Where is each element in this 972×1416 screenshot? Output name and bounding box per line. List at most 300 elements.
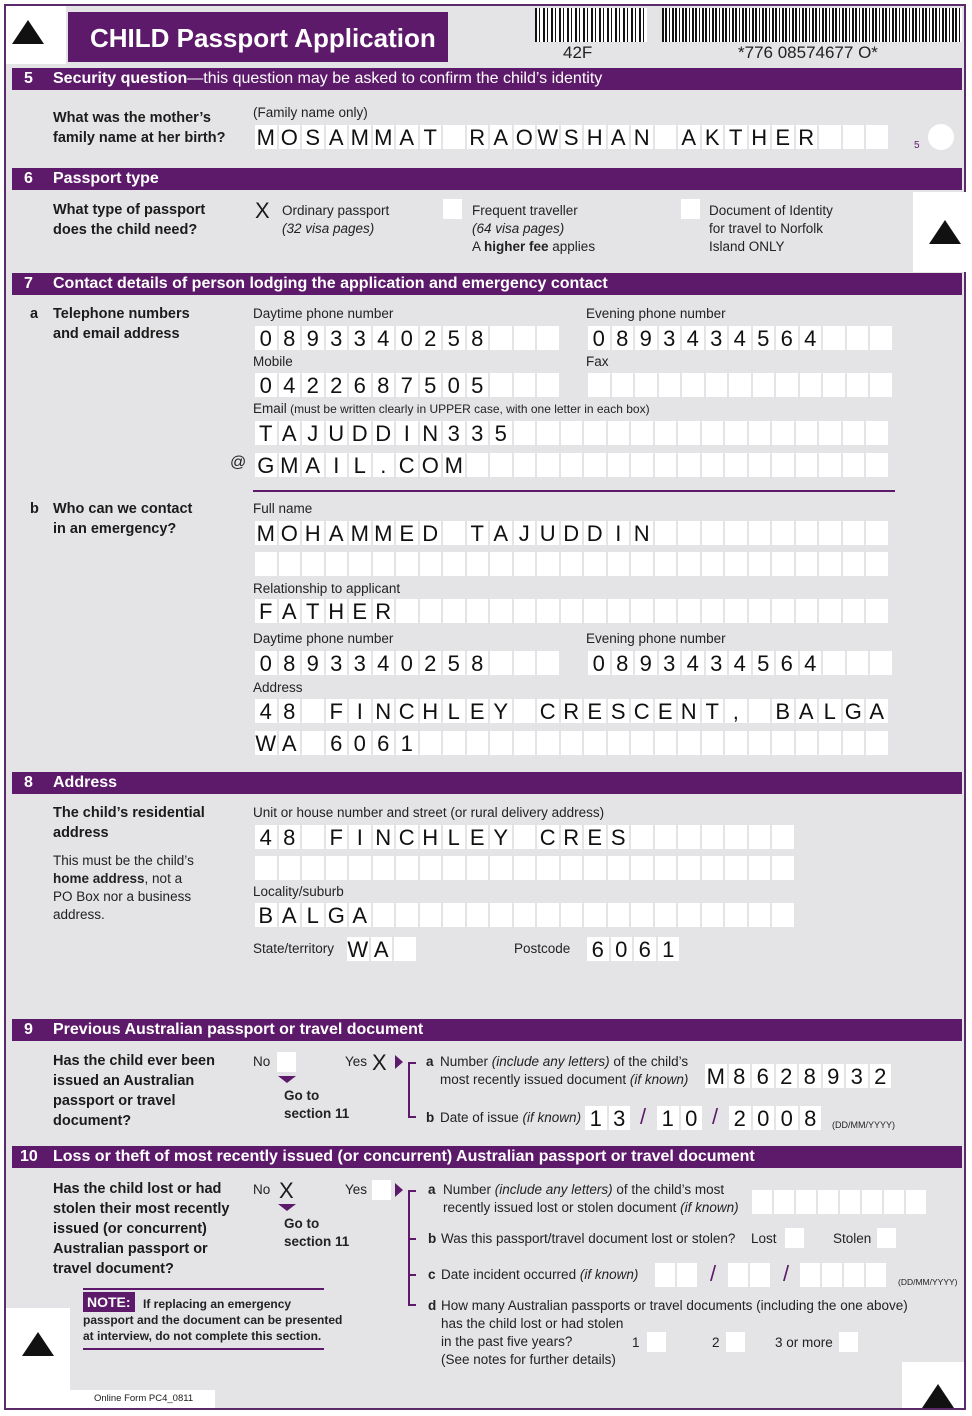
char-box[interactable] — [796, 731, 818, 755]
char-box[interactable]: D — [561, 521, 583, 545]
char-box[interactable] — [514, 421, 536, 445]
char-box[interactable] — [678, 731, 700, 755]
char-box[interactable]: 5 — [753, 326, 775, 350]
char-box[interactable]: 3 — [326, 651, 348, 675]
char-box[interactable] — [706, 373, 728, 397]
char-box[interactable]: A — [608, 125, 630, 149]
char-box[interactable]: U — [326, 421, 348, 445]
char-box[interactable] — [843, 521, 865, 545]
char-box[interactable] — [702, 552, 724, 576]
char-box[interactable]: N — [678, 699, 700, 723]
char-box[interactable] — [843, 453, 865, 477]
char-box[interactable]: 3 — [706, 326, 728, 350]
char-box[interactable] — [655, 599, 677, 623]
char-box[interactable] — [255, 552, 277, 576]
char-box[interactable]: I — [349, 699, 371, 723]
char-box[interactable]: S — [608, 699, 630, 723]
s9-issue-month-field[interactable] — [657, 1106, 702, 1130]
char-box[interactable]: L — [443, 699, 465, 723]
s8-street-field[interactable] — [255, 825, 794, 849]
char-box[interactable] — [772, 599, 794, 623]
char-box[interactable] — [725, 421, 747, 445]
s9-no-checkbox[interactable] — [277, 1052, 296, 1072]
char-box[interactable] — [819, 731, 841, 755]
s10-incident-day-field[interactable] — [655, 1263, 697, 1287]
char-box[interactable]: M — [256, 521, 275, 546]
char-box[interactable] — [818, 1190, 838, 1214]
char-box[interactable] — [443, 856, 465, 880]
char-box[interactable] — [678, 552, 700, 576]
char-box[interactable]: E — [467, 825, 489, 849]
char-box[interactable]: 3 — [659, 651, 681, 675]
char-box[interactable] — [420, 903, 442, 927]
char-box[interactable] — [467, 903, 489, 927]
char-box[interactable] — [822, 1263, 842, 1287]
char-box[interactable] — [514, 731, 536, 755]
char-box[interactable]: H — [420, 699, 442, 723]
char-box[interactable]: 6 — [776, 326, 798, 350]
char-box[interactable] — [490, 599, 512, 623]
char-box[interactable]: 8 — [279, 326, 301, 350]
s8-street-field-line2[interactable] — [255, 856, 794, 880]
char-box[interactable] — [772, 453, 794, 477]
char-box[interactable] — [631, 856, 653, 880]
char-box[interactable]: 6 — [349, 373, 371, 397]
char-box[interactable] — [443, 521, 465, 545]
char-box[interactable]: 7 — [396, 373, 418, 397]
char-box[interactable]: N — [420, 421, 442, 445]
char-box[interactable] — [537, 599, 559, 623]
char-box[interactable] — [490, 326, 512, 350]
char-box[interactable]: 4 — [800, 326, 822, 350]
char-box[interactable] — [326, 552, 348, 576]
char-box[interactable]: A — [490, 125, 512, 149]
char-box[interactable]: 0 — [611, 937, 633, 961]
char-box[interactable] — [655, 421, 677, 445]
char-box[interactable]: O — [279, 125, 301, 149]
char-box[interactable] — [537, 373, 559, 397]
char-box[interactable]: 6 — [587, 937, 609, 961]
char-box[interactable] — [823, 326, 845, 350]
char-box[interactable] — [682, 373, 704, 397]
char-box[interactable] — [373, 552, 395, 576]
char-box[interactable] — [702, 903, 724, 927]
char-box[interactable]: C — [396, 453, 418, 477]
char-box[interactable]: R — [561, 699, 583, 723]
char-box[interactable]: 1 — [657, 1106, 679, 1130]
char-box[interactable]: H — [326, 599, 348, 623]
char-box[interactable] — [749, 903, 771, 927]
char-box[interactable]: A — [371, 937, 393, 961]
char-box[interactable]: M — [256, 125, 275, 150]
char-box[interactable]: 8 — [373, 373, 395, 397]
char-box[interactable] — [655, 731, 677, 755]
char-box[interactable] — [655, 552, 677, 576]
char-box[interactable] — [537, 326, 559, 350]
char-box[interactable]: A — [866, 699, 888, 723]
char-box[interactable] — [443, 731, 465, 755]
char-box[interactable] — [279, 552, 301, 576]
char-box[interactable]: 6 — [326, 731, 348, 755]
char-box[interactable]: 2 — [420, 651, 442, 675]
char-box[interactable] — [819, 552, 841, 576]
char-box[interactable] — [702, 731, 724, 755]
s9-issue-day-field[interactable] — [585, 1106, 630, 1130]
char-box[interactable] — [862, 1190, 882, 1214]
char-box[interactable] — [514, 453, 536, 477]
char-box[interactable] — [772, 856, 794, 880]
char-box[interactable] — [608, 903, 630, 927]
char-box[interactable]: C — [396, 825, 418, 849]
char-box[interactable]: C — [396, 699, 418, 723]
s7b-address-field-line2[interactable] — [255, 731, 888, 755]
char-box[interactable]: 2 — [870, 1064, 892, 1088]
char-box[interactable]: R — [561, 825, 583, 849]
char-box[interactable] — [326, 856, 348, 880]
char-box[interactable]: O — [514, 125, 536, 149]
char-box[interactable]: 1 — [585, 1106, 607, 1130]
char-box[interactable] — [819, 125, 841, 149]
char-box[interactable] — [819, 521, 841, 545]
char-box[interactable]: 8 — [799, 1064, 821, 1088]
s10-document-number-field[interactable] — [752, 1190, 926, 1214]
char-box[interactable] — [847, 326, 869, 350]
char-box[interactable]: M — [444, 453, 463, 478]
char-box[interactable] — [514, 552, 536, 576]
char-box[interactable] — [843, 731, 865, 755]
char-box[interactable] — [749, 856, 771, 880]
char-box[interactable]: G — [843, 699, 865, 723]
char-box[interactable] — [302, 731, 324, 755]
char-box[interactable]: J — [514, 521, 536, 545]
char-box[interactable]: S — [561, 125, 583, 149]
char-box[interactable]: C — [631, 699, 653, 723]
char-box[interactable]: 8 — [729, 1064, 751, 1088]
char-box[interactable]: S — [302, 125, 324, 149]
char-box[interactable]: N — [373, 825, 395, 849]
char-box[interactable]: 0 — [681, 1106, 703, 1130]
s7a-email-user-field[interactable] — [255, 421, 888, 445]
char-box[interactable] — [514, 651, 536, 675]
char-box[interactable] — [725, 599, 747, 623]
char-box[interactable] — [584, 599, 606, 623]
s7b-fullname-field[interactable] — [255, 521, 888, 545]
char-box[interactable] — [749, 521, 771, 545]
char-box[interactable] — [467, 599, 489, 623]
char-box[interactable]: 8 — [612, 326, 634, 350]
char-box[interactable] — [514, 903, 536, 927]
char-box[interactable] — [659, 373, 681, 397]
char-box[interactable]: I — [326, 453, 348, 477]
char-box[interactable]: A — [279, 731, 301, 755]
char-box[interactable] — [749, 421, 771, 445]
char-box[interactable]: F — [326, 699, 348, 723]
char-box[interactable]: M — [350, 125, 369, 150]
char-box[interactable]: I — [396, 421, 418, 445]
char-box[interactable] — [608, 731, 630, 755]
char-box[interactable] — [631, 599, 653, 623]
char-box[interactable]: 3 — [443, 421, 465, 445]
char-box[interactable] — [561, 903, 583, 927]
s7a-daytime-phone-field[interactable] — [255, 326, 559, 350]
char-box[interactable]: 3 — [467, 421, 489, 445]
char-box[interactable] — [561, 453, 583, 477]
char-box[interactable]: M — [350, 521, 369, 546]
document-of-identity-checkbox[interactable] — [681, 199, 700, 219]
char-box[interactable] — [796, 552, 818, 576]
char-box[interactable] — [443, 903, 465, 927]
char-box[interactable]: L — [302, 903, 324, 927]
char-box[interactable] — [467, 856, 489, 880]
char-box[interactable]: A — [326, 521, 348, 545]
s7a-mobile-field[interactable] — [255, 373, 559, 397]
char-box[interactable] — [678, 453, 700, 477]
char-box[interactable] — [678, 903, 700, 927]
s10-incident-year-field[interactable] — [800, 1263, 886, 1287]
char-box[interactable] — [866, 125, 888, 149]
char-box[interactable]: L — [443, 825, 465, 849]
char-box[interactable] — [561, 856, 583, 880]
char-box[interactable] — [608, 453, 630, 477]
char-box[interactable]: O — [279, 521, 301, 545]
char-box[interactable] — [373, 856, 395, 880]
char-box[interactable]: 3 — [349, 651, 371, 675]
char-box[interactable]: E — [655, 699, 677, 723]
char-box[interactable]: R — [796, 125, 818, 149]
char-box[interactable]: 4 — [729, 651, 751, 675]
char-box[interactable] — [796, 421, 818, 445]
char-box[interactable] — [772, 521, 794, 545]
char-box[interactable] — [749, 599, 771, 623]
char-box[interactable] — [279, 856, 301, 880]
char-box[interactable]: A — [796, 699, 818, 723]
char-box[interactable]: A — [678, 125, 700, 149]
char-box[interactable]: 2 — [302, 373, 324, 397]
char-box[interactable] — [702, 421, 724, 445]
char-box[interactable]: 5 — [490, 421, 512, 445]
char-box[interactable]: T — [420, 125, 442, 149]
ordinary-passport-checkbox[interactable]: X — [255, 198, 270, 223]
char-box[interactable] — [490, 651, 512, 675]
char-box[interactable] — [255, 856, 277, 880]
char-box[interactable]: 8 — [612, 651, 634, 675]
char-box[interactable] — [490, 903, 512, 927]
char-box[interactable]: 9 — [823, 1064, 845, 1088]
char-box[interactable]: 0 — [753, 1106, 775, 1130]
char-box[interactable] — [490, 453, 512, 477]
char-box[interactable] — [655, 1263, 675, 1287]
char-box[interactable] — [302, 856, 324, 880]
char-box[interactable] — [631, 552, 653, 576]
char-box[interactable] — [514, 856, 536, 880]
char-box[interactable] — [655, 903, 677, 927]
char-box[interactable] — [749, 699, 771, 723]
char-box[interactable] — [514, 825, 536, 849]
char-box[interactable] — [866, 731, 888, 755]
char-box[interactable]: 3 — [349, 326, 371, 350]
char-box[interactable] — [302, 552, 324, 576]
char-box[interactable] — [443, 552, 465, 576]
s10-yes-checkbox[interactable] — [372, 1180, 391, 1200]
char-box[interactable] — [635, 373, 657, 397]
char-box[interactable]: 5 — [420, 373, 442, 397]
char-box[interactable]: 8 — [279, 651, 301, 675]
char-box[interactable] — [537, 552, 559, 576]
char-box[interactable]: Y — [490, 825, 512, 849]
char-box[interactable] — [843, 552, 865, 576]
char-box[interactable] — [840, 1190, 860, 1214]
char-box[interactable]: 0 — [255, 326, 277, 350]
s7b-address-field-line1[interactable] — [255, 699, 888, 723]
s7b-evening-phone-field[interactable] — [588, 651, 892, 675]
char-box[interactable]: I — [349, 825, 371, 849]
char-box[interactable]: 6 — [776, 651, 798, 675]
s9-yes-checkbox[interactable]: X — [372, 1050, 387, 1075]
s10-count-1-checkbox[interactable] — [647, 1332, 666, 1352]
char-box[interactable]: Y — [490, 699, 512, 723]
char-box[interactable] — [514, 373, 536, 397]
char-box[interactable] — [467, 731, 489, 755]
char-box[interactable] — [702, 599, 724, 623]
char-box[interactable] — [631, 825, 653, 849]
char-box[interactable]: B — [255, 903, 277, 927]
char-box[interactable] — [678, 825, 700, 849]
char-box[interactable] — [819, 453, 841, 477]
char-box[interactable]: 0 — [443, 373, 465, 397]
char-box[interactable] — [537, 651, 559, 675]
char-box[interactable]: 5 — [753, 651, 775, 675]
char-box[interactable]: M — [280, 453, 299, 478]
char-box[interactable]: E — [467, 699, 489, 723]
char-box[interactable] — [561, 552, 583, 576]
char-box[interactable]: T — [467, 521, 489, 545]
char-box[interactable] — [866, 453, 888, 477]
char-box[interactable]: T — [702, 699, 724, 723]
char-box[interactable]: L — [819, 699, 841, 723]
char-box[interactable] — [349, 856, 371, 880]
char-box[interactable]: 0 — [255, 373, 277, 397]
char-box[interactable] — [537, 856, 559, 880]
char-box[interactable]: D — [584, 521, 606, 545]
char-box[interactable]: 4 — [255, 699, 277, 723]
char-box[interactable]: N — [373, 699, 395, 723]
char-box[interactable]: A — [349, 903, 371, 927]
char-box[interactable] — [725, 825, 747, 849]
char-box[interactable] — [870, 373, 892, 397]
char-box[interactable]: S — [608, 825, 630, 849]
char-box[interactable] — [349, 552, 371, 576]
char-box[interactable]: 0 — [588, 326, 610, 350]
char-box[interactable] — [800, 1263, 820, 1287]
char-box[interactable] — [584, 856, 606, 880]
char-box[interactable] — [537, 453, 559, 477]
char-box[interactable] — [772, 903, 794, 927]
char-box[interactable] — [612, 373, 634, 397]
char-box[interactable] — [631, 453, 653, 477]
char-box[interactable] — [749, 825, 771, 849]
char-box[interactable]: K — [702, 125, 724, 149]
char-box[interactable] — [819, 421, 841, 445]
s10-lost-checkbox[interactable] — [785, 1228, 804, 1248]
char-box[interactable]: 0 — [349, 731, 371, 755]
char-box[interactable] — [678, 421, 700, 445]
char-box[interactable]: 1 — [658, 937, 680, 961]
char-box[interactable]: 3 — [609, 1106, 631, 1130]
char-box[interactable] — [725, 521, 747, 545]
char-box[interactable]: R — [467, 125, 489, 149]
char-box[interactable]: 9 — [302, 651, 324, 675]
s10-no-checkbox[interactable]: X — [279, 1178, 294, 1203]
char-box[interactable]: H — [302, 521, 324, 545]
char-box[interactable] — [725, 856, 747, 880]
char-box[interactable] — [752, 1190, 772, 1214]
char-box[interactable]: 0 — [776, 1106, 798, 1130]
char-box[interactable]: 5 — [443, 326, 465, 350]
char-box[interactable]: W — [347, 937, 369, 962]
char-box[interactable] — [588, 373, 610, 397]
char-box[interactable]: R — [373, 599, 395, 623]
char-box[interactable] — [420, 856, 442, 880]
char-box[interactable] — [702, 453, 724, 477]
char-box[interactable] — [514, 326, 536, 350]
char-box[interactable] — [749, 453, 771, 477]
char-box[interactable] — [490, 731, 512, 755]
char-box[interactable] — [608, 856, 630, 880]
char-box[interactable]: 4 — [255, 825, 277, 849]
char-box[interactable]: 4 — [373, 326, 395, 350]
char-box[interactable]: 8 — [279, 699, 301, 723]
char-box[interactable]: D — [349, 421, 371, 445]
char-box[interactable] — [702, 825, 724, 849]
s9-document-number-field[interactable] — [705, 1064, 891, 1088]
char-box[interactable]: H — [584, 125, 606, 149]
char-box[interactable] — [772, 421, 794, 445]
s9-issue-year-field[interactable] — [729, 1106, 821, 1130]
char-box[interactable] — [396, 552, 418, 576]
char-box[interactable] — [373, 903, 395, 927]
char-box[interactable]: L — [349, 453, 371, 477]
char-box[interactable]: U — [537, 521, 559, 545]
char-box[interactable]: A — [279, 903, 301, 927]
char-box[interactable]: A — [396, 125, 418, 149]
char-box[interactable]: A — [490, 521, 512, 545]
char-box[interactable] — [847, 373, 869, 397]
char-box[interactable]: D — [373, 421, 395, 445]
char-box[interactable] — [443, 599, 465, 623]
s7a-email-domain-field[interactable] — [255, 453, 888, 477]
char-box[interactable]: G — [255, 453, 277, 477]
char-box[interactable] — [725, 903, 747, 927]
char-box[interactable]: 0 — [255, 651, 277, 675]
char-box[interactable] — [749, 552, 771, 576]
char-box[interactable]: T — [725, 125, 747, 149]
char-box[interactable] — [655, 453, 677, 477]
char-box[interactable] — [702, 856, 724, 880]
char-box[interactable] — [866, 521, 888, 545]
char-box[interactable] — [608, 421, 630, 445]
char-box[interactable] — [514, 699, 536, 723]
char-box[interactable] — [776, 373, 798, 397]
char-box[interactable] — [796, 1190, 816, 1214]
char-box[interactable]: E — [349, 599, 371, 623]
char-box[interactable] — [678, 521, 700, 545]
char-box[interactable]: E — [584, 699, 606, 723]
char-box[interactable] — [490, 856, 512, 880]
s10-incident-month-field[interactable] — [728, 1263, 770, 1287]
char-box[interactable]: H — [420, 825, 442, 849]
char-box[interactable] — [490, 552, 512, 576]
char-box[interactable] — [725, 453, 747, 477]
